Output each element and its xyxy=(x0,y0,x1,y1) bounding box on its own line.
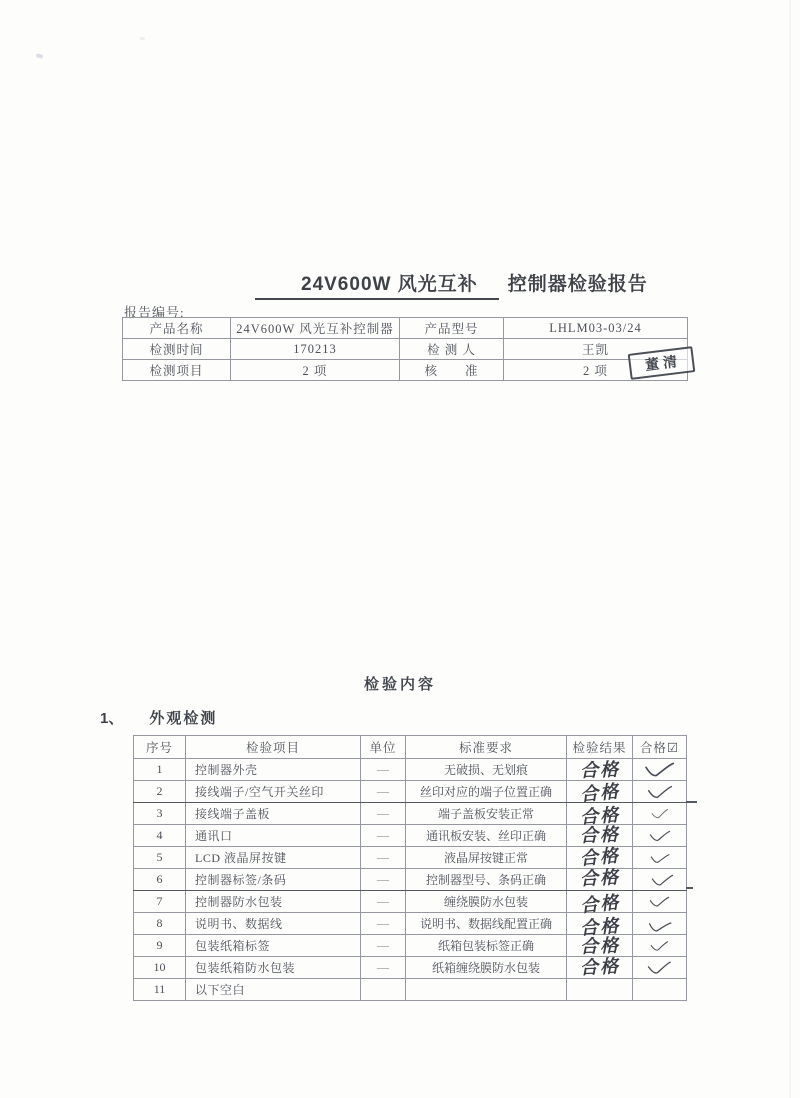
scan-line-overrun xyxy=(686,887,693,889)
inspection-row-10 xyxy=(134,957,687,979)
info-label-r2: 检测时间 xyxy=(123,339,231,360)
report-title xyxy=(255,269,648,300)
checkmark-icon xyxy=(649,830,671,842)
inspection-table-header-row xyxy=(134,736,687,759)
cell-no-r7: 7 xyxy=(134,891,186,913)
cell-no-r4: 4 xyxy=(134,825,186,847)
cell-item-r3: 接线端子盖板 xyxy=(186,803,361,825)
scan-line-overrun xyxy=(686,801,697,803)
handwritten-result: 合格 xyxy=(579,823,620,847)
handwritten-result: 合格 xyxy=(579,758,620,782)
section-number: 1、 xyxy=(100,710,124,727)
cell-no-r11: 11 xyxy=(134,979,186,1001)
cell-unit-r5: — xyxy=(361,847,406,869)
handwritten-result: 合格 xyxy=(578,955,620,979)
cell-pass-r5 xyxy=(633,847,687,869)
cell-pass-r3 xyxy=(633,803,687,825)
cell-no-r3: 3 xyxy=(134,803,186,825)
checkmark-icon xyxy=(647,961,672,976)
cell-result-r11 xyxy=(567,979,633,1001)
handwritten-result: 合格 xyxy=(579,934,620,958)
cell-pass-r7 xyxy=(633,891,687,913)
cell-unit-r3: — xyxy=(361,803,406,825)
info-label-r3: 核 准 xyxy=(400,360,504,381)
cell-result-r1 xyxy=(567,759,633,781)
info-row-1 xyxy=(123,318,688,339)
col-header-1: 检验项目 xyxy=(186,736,361,759)
cell-item-r6: 控制器标签/条码 xyxy=(186,869,361,891)
cell-item-r9: 包装纸箱标签 xyxy=(186,935,361,957)
checkmark-icon xyxy=(650,940,670,952)
handwritten-result: 合格 xyxy=(579,915,621,939)
cell-result-r5 xyxy=(567,844,633,870)
report-title-underlined: 24V600W 风光互补 xyxy=(255,269,499,300)
inspection-row-1 xyxy=(134,759,687,781)
inspection-row-8 xyxy=(134,913,687,935)
cell-unit-r9: — xyxy=(361,935,406,957)
cell-standard-r8: 说明书、数据线配置正确 xyxy=(406,913,567,935)
col-header-2: 单位 xyxy=(361,736,406,759)
cell-standard-r6: 控制器型号、条码正确 xyxy=(406,869,567,891)
cell-standard-r5: 液晶屏按键正常 xyxy=(406,847,567,869)
report-title-rest: 控制器检验报告 xyxy=(507,274,648,295)
info-value-r2: 170213 xyxy=(231,339,400,360)
cell-unit-r8: — xyxy=(361,913,406,935)
checkmark-icon xyxy=(650,808,669,820)
cell-item-r10: 包装纸箱防水包装 xyxy=(186,957,361,979)
scan-speck xyxy=(36,53,44,59)
checkmark-icon xyxy=(644,760,676,779)
cell-item-r2: 接线端子/空气开关丝印 xyxy=(186,781,361,803)
cell-unit-r2: — xyxy=(361,781,406,803)
handwritten-result: 合格 xyxy=(578,844,621,870)
cell-result-r8 xyxy=(567,913,633,939)
cell-unit-r6: — xyxy=(361,869,406,891)
cell-item-r11: 以下空白 xyxy=(186,979,361,1001)
inspection-row-7 xyxy=(134,891,687,913)
cell-item-r5: LCD 液晶屏按键 xyxy=(186,847,361,869)
checkmark-icon xyxy=(649,852,670,864)
checkmark-icon xyxy=(651,874,674,887)
col-header-4: 检验结果 xyxy=(567,736,633,759)
report-number-label: 报告编号: xyxy=(124,305,185,320)
cell-unit-r7: — xyxy=(361,891,406,913)
inspection-row-5 xyxy=(134,847,687,869)
cell-standard-r1: 无破损、无划痕 xyxy=(406,759,567,781)
cell-result-r4 xyxy=(567,825,633,847)
cell-standard-r7: 缠绕膜防水包装 xyxy=(406,891,567,913)
appearance-inspection-table xyxy=(133,735,687,1001)
scan-edge-shadow xyxy=(789,0,791,1098)
cell-no-r5: 5 xyxy=(134,847,186,869)
info-value-r2: 王凯 xyxy=(504,339,688,360)
cell-pass-r11 xyxy=(633,979,687,1001)
checkmark-icon xyxy=(649,896,670,908)
cell-unit-r4: — xyxy=(361,825,406,847)
info-value-r3: 2 项 xyxy=(231,360,400,381)
cell-standard-r10: 纸箱缠绕膜防水包装 xyxy=(406,957,567,979)
handwritten-result: 合格 xyxy=(578,780,621,806)
cell-no-r8: 8 xyxy=(134,913,186,935)
info-value-r3: 2 项 xyxy=(504,360,688,381)
cell-no-r9: 9 xyxy=(134,935,186,957)
info-row-2 xyxy=(123,339,688,360)
cell-item-r8: 说明书、数据线 xyxy=(186,913,361,935)
cell-item-r7: 控制器防水包装 xyxy=(186,891,361,913)
inspection-content-heading: 检验内容 xyxy=(363,676,436,693)
checkmark-icon xyxy=(646,918,672,935)
inspection-row-4 xyxy=(134,825,687,847)
cell-pass-r2 xyxy=(633,781,687,803)
cell-result-r6 xyxy=(567,866,633,891)
handwritten-result: 合格 xyxy=(578,866,620,890)
cell-no-r2: 2 xyxy=(134,781,186,803)
cell-result-r9 xyxy=(567,935,633,957)
col-header-0: 序号 xyxy=(134,736,186,759)
section-1-heading xyxy=(100,707,217,728)
cell-unit-r1: — xyxy=(361,759,406,781)
info-row-3 xyxy=(123,360,688,381)
info-value-r1: LHLM03-03/24 xyxy=(504,318,688,339)
info-label-r3: 检测项目 xyxy=(123,360,231,381)
info-label-r1: 产品型号 xyxy=(400,318,504,339)
cell-pass-r8 xyxy=(633,913,687,935)
col-header-5: 合格☑ xyxy=(633,736,687,759)
inspection-row-9 xyxy=(134,935,687,957)
cell-unit-r11 xyxy=(361,979,406,1001)
cell-result-r2 xyxy=(567,780,633,806)
cell-standard-r4: 通讯板安装、丝印正确 xyxy=(406,825,567,847)
cell-pass-r4 xyxy=(633,825,687,847)
handwritten-result: 合格 xyxy=(578,804,621,828)
cell-item-r4: 通讯口 xyxy=(186,825,361,847)
cell-no-r10: 10 xyxy=(134,957,186,979)
cell-standard-r3: 端子盖板安装正常 xyxy=(406,803,567,825)
inspection-row-3 xyxy=(134,803,687,825)
inspection-row-2 xyxy=(134,781,687,803)
cell-item-r1: 控制器外壳 xyxy=(186,759,361,781)
approval-name-stamp: 董清 xyxy=(628,346,696,380)
scan-speck xyxy=(140,37,145,40)
cell-result-r7 xyxy=(567,891,633,917)
cell-result-r10 xyxy=(567,957,633,979)
cell-result-r3 xyxy=(567,803,633,828)
cell-pass-r10 xyxy=(633,957,687,979)
cell-pass-r9 xyxy=(633,935,687,957)
cell-pass-r1 xyxy=(633,759,687,781)
section-title: 外观检测 xyxy=(149,710,218,727)
cell-no-r1: 1 xyxy=(134,759,186,781)
cell-no-r6: 6 xyxy=(134,869,186,891)
cell-standard-r9: 纸箱包装标签正确 xyxy=(406,935,567,957)
info-label-r2: 检 测 人 xyxy=(400,339,504,360)
info-value-r1: 24V600W 风光互补控制器 xyxy=(231,318,400,339)
cell-unit-r10: — xyxy=(361,957,406,979)
inspection-row-6 xyxy=(134,869,687,891)
col-header-3: 标准要求 xyxy=(406,736,567,759)
cell-standard-r11 xyxy=(406,979,567,1001)
checkmark-icon xyxy=(647,785,673,800)
info-label-r1: 产品名称 xyxy=(123,318,231,339)
cell-standard-r2: 丝印对应的端子位置正确 xyxy=(406,781,567,803)
cell-pass-r6 xyxy=(633,869,687,891)
inspection-row-11 xyxy=(134,979,687,1001)
product-info-table xyxy=(122,317,688,381)
handwritten-result: 合格 xyxy=(578,891,621,917)
